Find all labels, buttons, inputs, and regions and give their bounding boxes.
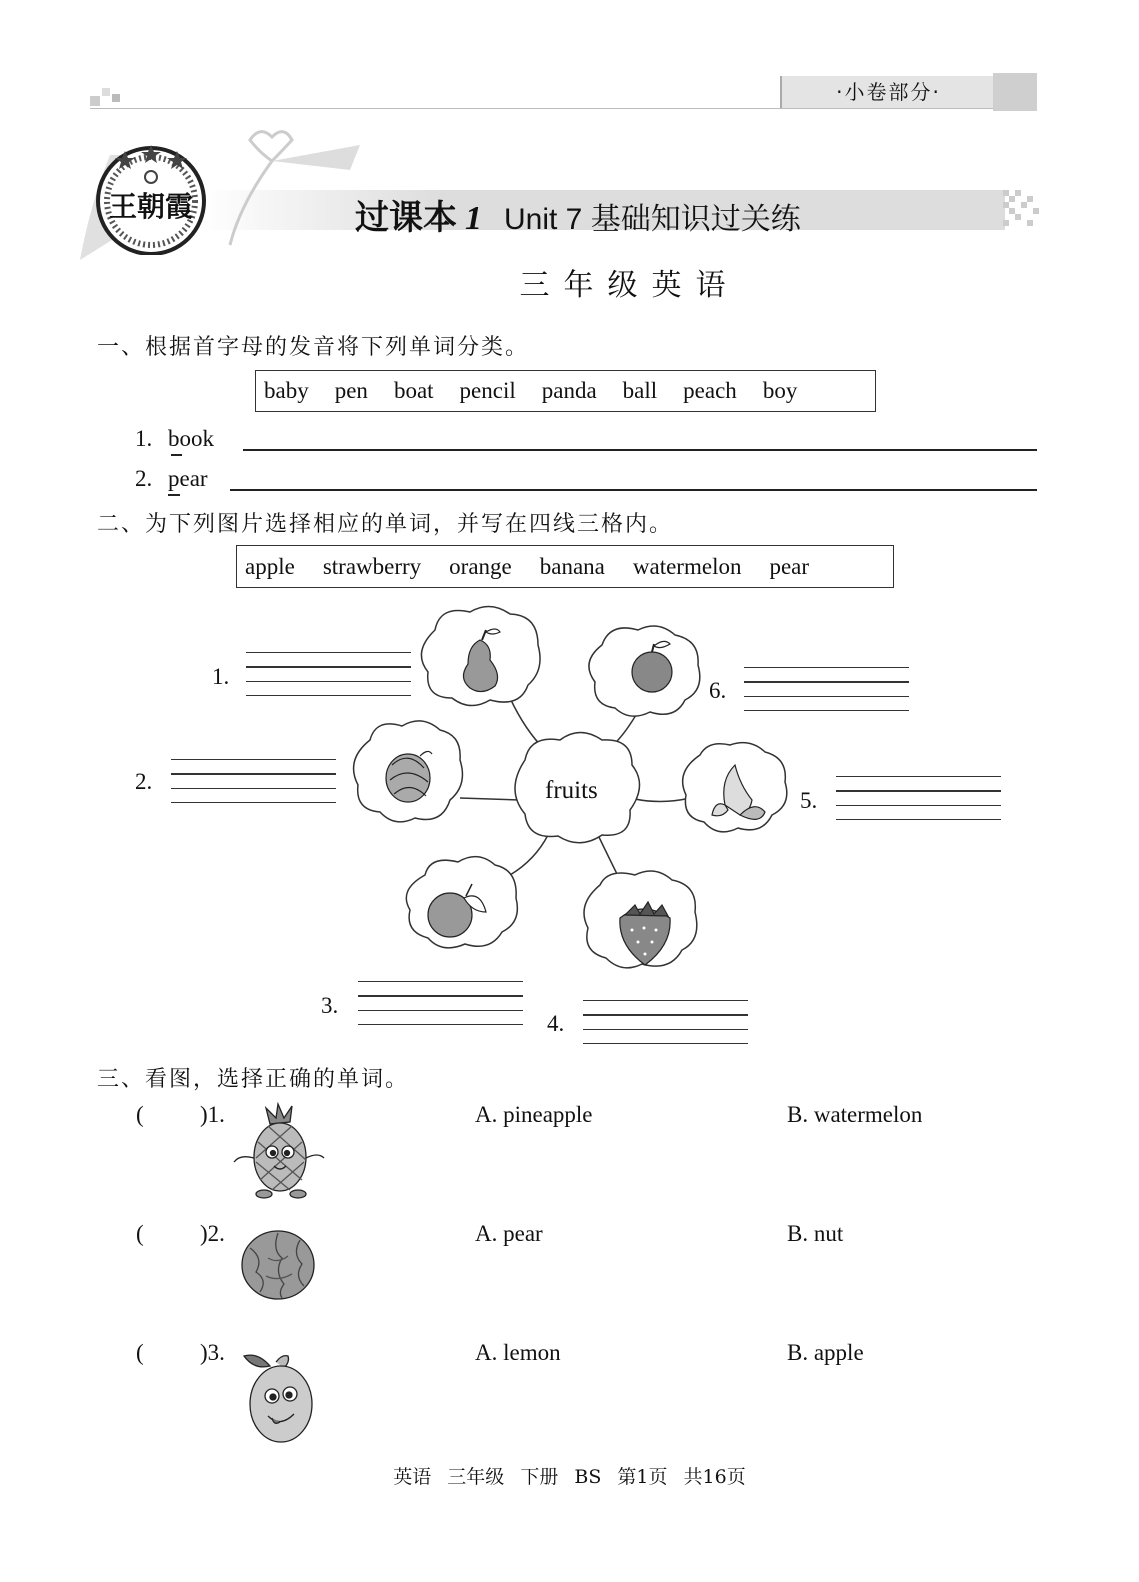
answer-paren-open[interactable]: (	[136, 1102, 144, 1127]
logo-text: 王朝霞	[108, 190, 193, 223]
question-number: )3.	[200, 1340, 225, 1365]
writing-lines-6[interactable]	[744, 667, 909, 724]
word: boat	[393, 378, 434, 403]
writing-lines-5[interactable]	[836, 776, 1001, 833]
underline-mark	[171, 454, 182, 456]
checker-decoration	[1003, 190, 1039, 230]
corner-squares	[90, 88, 120, 108]
section1-item-1	[135, 426, 214, 452]
option-b[interactable]: B. nut	[787, 1221, 844, 1246]
label-3: 3.	[321, 993, 339, 1018]
answer-line[interactable]	[243, 449, 1037, 451]
answer-paren-open[interactable]: (	[136, 1221, 144, 1246]
option-b[interactable]: B. watermelon	[787, 1102, 923, 1127]
page-subtitle	[0, 260, 1139, 304]
word: boy	[762, 378, 798, 403]
pineapple-icon	[228, 1102, 328, 1202]
item-word: book	[168, 426, 214, 451]
word: peach	[683, 378, 737, 403]
section1-item-2	[135, 466, 208, 492]
word: pen	[334, 378, 368, 403]
title-number: 1	[465, 200, 482, 237]
section1-heading: 一、根据首字母的发音将下列单词分类。	[97, 335, 530, 360]
writing-lines-2[interactable]	[171, 759, 336, 816]
subtitle-text: 三年级英语	[519, 268, 740, 303]
page-footer: 英语 三年级 下册 BS 第1页 共16页	[393, 1466, 746, 1488]
mind-map-center-label: fruits	[545, 777, 598, 804]
nut-icon	[238, 1228, 318, 1302]
section1-word-box	[255, 370, 876, 412]
title-prefix: 过课本	[355, 198, 457, 238]
label-6: 6.	[709, 678, 727, 703]
word: pencil	[459, 378, 516, 403]
label-2: 2.	[135, 769, 153, 794]
word: baby	[264, 378, 309, 403]
section3-heading: 三、看图，选择正确的单词。	[97, 1067, 410, 1092]
word: pear	[769, 553, 810, 579]
question-number: )2.	[200, 1221, 225, 1246]
publisher-logo	[95, 143, 207, 255]
label-1: 1.	[212, 664, 230, 689]
writing-lines-3[interactable]	[358, 981, 523, 1038]
section2-heading: 二、为下列图片选择相应的单词，并写在四线三格内。	[97, 512, 674, 537]
item-number: 1.	[135, 426, 153, 451]
answer-line[interactable]	[230, 489, 1037, 491]
word: strawberry	[322, 553, 422, 579]
section2-word-box	[236, 545, 894, 588]
option-a[interactable]: A. pear	[475, 1221, 543, 1246]
header-rule	[90, 108, 1037, 109]
title-unit: Unit 7 基础知识过关练	[504, 203, 801, 236]
label-5: 5.	[800, 788, 818, 813]
item-number: 2.	[135, 466, 153, 491]
answer-paren-open[interactable]: (	[136, 1340, 144, 1365]
writing-lines-1[interactable]	[246, 652, 411, 709]
lemon-icon	[240, 1346, 320, 1446]
option-b[interactable]: B. apple	[787, 1340, 864, 1365]
word: ball	[622, 378, 658, 403]
option-a[interactable]: A. lemon	[475, 1340, 561, 1365]
page-title	[355, 190, 801, 239]
label-4: 4.	[547, 1011, 565, 1036]
item-word: pear	[168, 466, 208, 491]
tag-block	[993, 73, 1037, 111]
word: watermelon	[632, 553, 742, 579]
word: banana	[539, 553, 605, 579]
question-number: )1.	[200, 1102, 225, 1127]
word: apple	[245, 553, 295, 579]
underline-mark	[168, 494, 180, 496]
word: panda	[541, 378, 597, 403]
option-a[interactable]: A. pineapple	[475, 1102, 593, 1127]
word: orange	[449, 553, 512, 579]
writing-lines-4[interactable]	[583, 1000, 748, 1057]
section-tag: ·小卷部分·	[780, 76, 995, 108]
